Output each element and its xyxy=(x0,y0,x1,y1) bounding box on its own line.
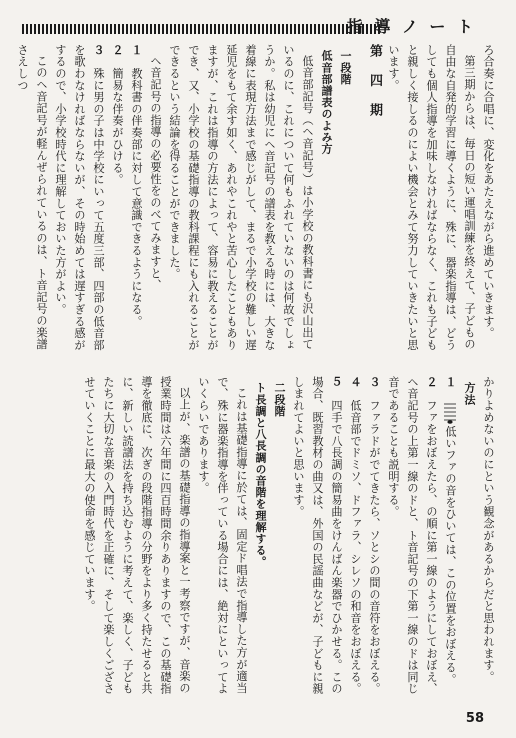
method-step xyxy=(365,376,384,698)
method-step-text: 低いファの音をひいては、この位置をおぼえる。 xyxy=(444,425,457,686)
intro-paragraph-1: ろ合奏に合唱に、変化をあたえながら進めていきます。 xyxy=(482,44,495,339)
staff-notation-icon xyxy=(446,400,460,426)
list-item xyxy=(127,44,146,359)
list-item-number: ２ xyxy=(111,44,124,56)
intro-paragraph-2: 第三期からは、毎日の短い運唱訓練を終えて、子どもの自由な自発的学習に導くように、殊に、器楽指導は、どうしても個人指導を加味しなければならなく、これも子どもと親しく接しるのによい機会とみて努力していきたいと思います。 xyxy=(387,44,476,351)
section-title: 第 四 期 xyxy=(367,44,382,123)
method-step xyxy=(289,376,346,698)
solfege-paragraph: これは基礎指導に於ては、固定ド唱法で指導した方が適当で、殊に器楽指導を伴っている場合には、絶対にといってよいくらいであります。 xyxy=(197,376,248,695)
page-number: 58 xyxy=(465,711,484,726)
page-header-title: 指 導 ノ ー ト xyxy=(346,17,476,36)
method-step-text: ファをおぼえたら、の順に第一線のようにしておぼえ、ヘ音記号の上第一線のドと、ト音記号の下第一線のドは同じ音であることも説明する。 xyxy=(387,376,438,695)
list-item-text: 教科書の伴奏部に対して意識できるようになる。 xyxy=(130,67,143,328)
closing-paragraph: このヘ音記号が軽んぜられているのは、ト音記号の楽譜さえしつ xyxy=(16,44,48,351)
method-step-text: 四手で八長調の簡易曲をけんばん楽器でひかせる。この場合、既習教材の曲又は、外国の民謡曲などが、子どもに親しまれてよいと思います。 xyxy=(292,376,343,695)
subsection-step-1: 一段階 xyxy=(339,50,352,85)
list-item-text: 殊に男の子は中学校にいって五度三部、四部の低音部を歌わなければならないが、その時始めては遅すぎる感がするので、小学校時代に理解しておいた方がよい。 xyxy=(54,44,105,351)
bottom-column xyxy=(24,376,498,698)
subsection-step-2: 二段階 xyxy=(273,382,286,417)
necessity-paragraph: ヘ音記号の指導の必要性をのべてみますと、 xyxy=(149,55,162,292)
method-step-number: ４ xyxy=(349,376,362,388)
method-step-number: ５ xyxy=(330,376,343,388)
method-step xyxy=(441,376,460,698)
list-item-number: １ xyxy=(130,44,143,56)
list-item xyxy=(108,44,127,359)
list-item xyxy=(51,44,108,359)
continued-paragraph: かりよめないのにという観念があるからだと思われます。 xyxy=(482,376,495,683)
list-item-text: 簡易な伴奏がひける。 xyxy=(111,67,124,186)
list-item-number: ３ xyxy=(92,44,105,56)
conclusion-paragraph: 以上が、楽譜の基礎指導の指導案と一考察ですが、音楽の授業時間は六年間に四百時間余りありますので、この基礎指導を徹底に、次ぎの段階指導の分野をより多く持たせると共に、新しい読譜法を持ち込むように考えて、楽しく、子どもたちに大切な音楽の入門時代を正確に、そして楽しくござさせていくことに最大の使命を感じています。 xyxy=(83,376,191,695)
method-step-number: １ xyxy=(444,376,457,388)
subsection-scale-heading: ト長調と八長調の音階を理解する。 xyxy=(254,382,267,568)
method-step xyxy=(384,376,441,698)
header-rule xyxy=(22,24,382,34)
subsection-bass-clef-heading: 低音部譜表のよみ方 xyxy=(320,50,333,155)
method-step-text: 低音部でドミソ、ドファラ、シレソの和音をおぼえる。 xyxy=(349,399,362,695)
method-step-text: ファラドがでてきたら、ソとシの間の音符をおぼえる。 xyxy=(368,399,381,695)
method-step-number: ３ xyxy=(368,376,381,388)
method-step xyxy=(346,376,365,698)
bass-clef-paragraph: 低音部記号（ヘ音記号）は小学校の教科書にも沢山出ているのに、これについて何もふれていないのは何故でしょうか。私は幼児にヘ音記号の譜表を教える時には、大きな着線に表現方法まで感じがして、まるで小学校の難しい遅延児をもて余す如く、あれやこれやと苦心したこともありますが、これは指導の方法によって、容易に教えることができ、又、小学校の基礎指導の教科課程にも入れることができるという結論を得ることができました。 xyxy=(168,44,314,351)
top-column xyxy=(16,44,498,359)
method-step-number: ２ xyxy=(425,376,438,388)
method-heading: 方法 xyxy=(463,382,476,406)
